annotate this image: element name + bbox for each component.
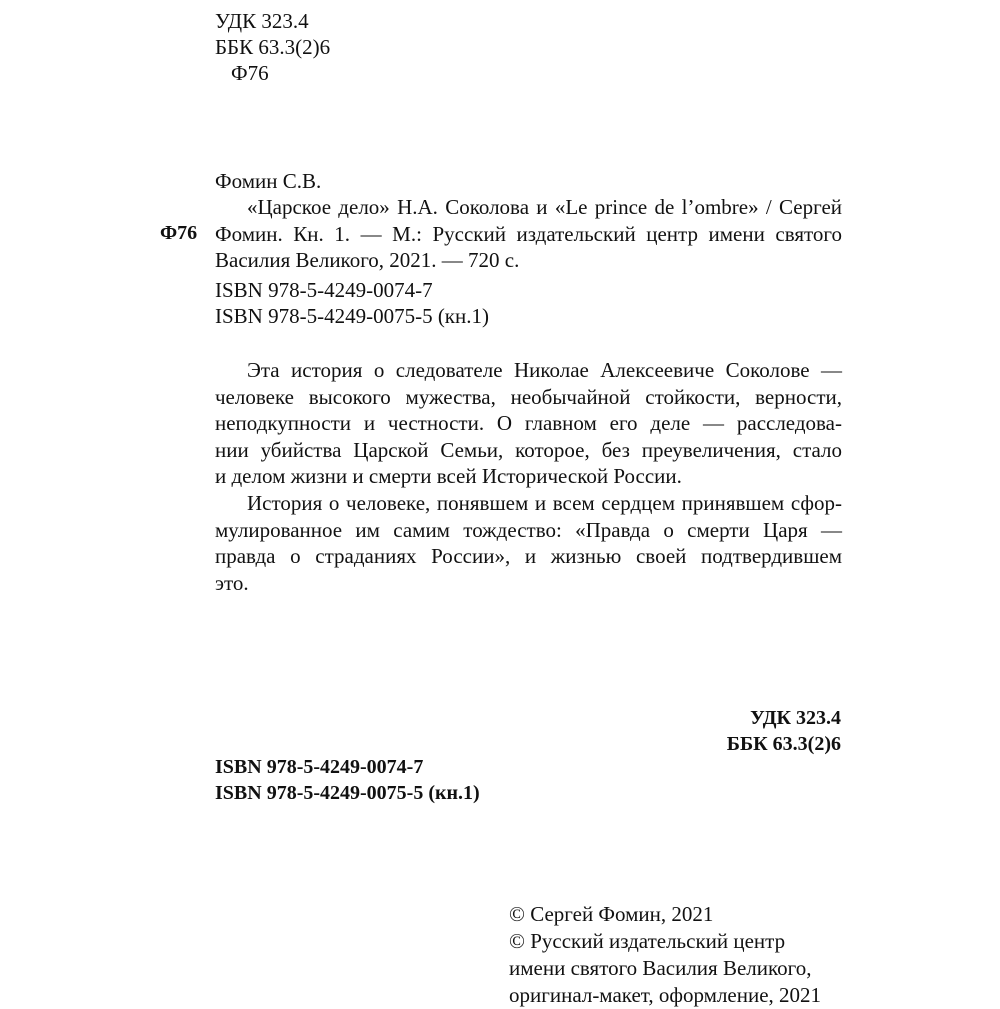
- annotation-p2-line-4: это.: [215, 570, 249, 595]
- isbn-bottom-2: ISBN 978-5-4249-0075-5 (кн.1): [215, 782, 480, 804]
- annotation-p1-line-5: и делом жизни и смерти всей Исторической России.: [215, 464, 682, 489]
- bbk-code-top: ББК 63.3(2)6: [215, 35, 331, 59]
- annotation-p1-line-1: Эта история о следователе Николае Алексеевиче Соколове —: [247, 358, 842, 382]
- annotation-p1-line-2: человеке высокого мужества, необычайной стойкости, верности,: [215, 384, 842, 409]
- copyright-line-1: © Сергей Фомин, 2021: [509, 902, 714, 926]
- bbk-code-bottom: ББК 63.3(2)6: [726, 733, 841, 755]
- author-name: Фомин С.В.: [215, 169, 322, 193]
- copyright-block: [509, 901, 821, 1009]
- biblio-line-2: Фомин. Кн. 1. — М.: Русский издательский центр имени святого: [215, 221, 842, 246]
- bibliographic-description: [215, 194, 842, 274]
- author-side-mark: Ф76: [160, 222, 198, 244]
- biblio-line-1: «Царское дело» Н.А. Соколова и «Le prince de l’ombre» / Сергей: [247, 195, 842, 219]
- annotation-p2-line-2: мулированное им самим тождество: «Правда о смерти Царя —: [215, 517, 842, 542]
- biblio-line-3: Василия Великого, 2021. — 720 с.: [215, 248, 520, 273]
- annotation-p1-line-3: неподкупности и честности. О главном его деле — расследова-: [215, 411, 842, 436]
- isbn-top-2: ISBN 978-5-4249-0075-5 (кн.1): [215, 304, 489, 328]
- udk-code-bottom: УДК 323.4: [750, 707, 841, 729]
- annotation-p1-line-4: нии убийства Царской Семьи, которое, без преувеличения, стало: [215, 437, 842, 462]
- copyright-line-2: © Русский издательский центр: [509, 929, 786, 953]
- udk-code-top: УДК 323.4: [215, 9, 309, 33]
- copyright-line-4: оригинал-макет, оформление, 2021: [509, 983, 822, 1007]
- copyright-line-3: имени святого Василия Великого,: [509, 956, 812, 980]
- annotation-p2-line-3: правда о страданиях России», и жизнью своей подтвердившем: [215, 544, 842, 569]
- isbn-bottom-1: ISBN 978-5-4249-0074-7: [215, 756, 424, 778]
- annotation: [215, 357, 842, 596]
- annotation-p2-line-1: История о человеке, понявшем и всем сердцем принявшем сфор-: [247, 490, 842, 515]
- isbn-top-1: ISBN 978-5-4249-0074-7: [215, 278, 433, 302]
- author-mark-top: Ф76: [231, 61, 269, 85]
